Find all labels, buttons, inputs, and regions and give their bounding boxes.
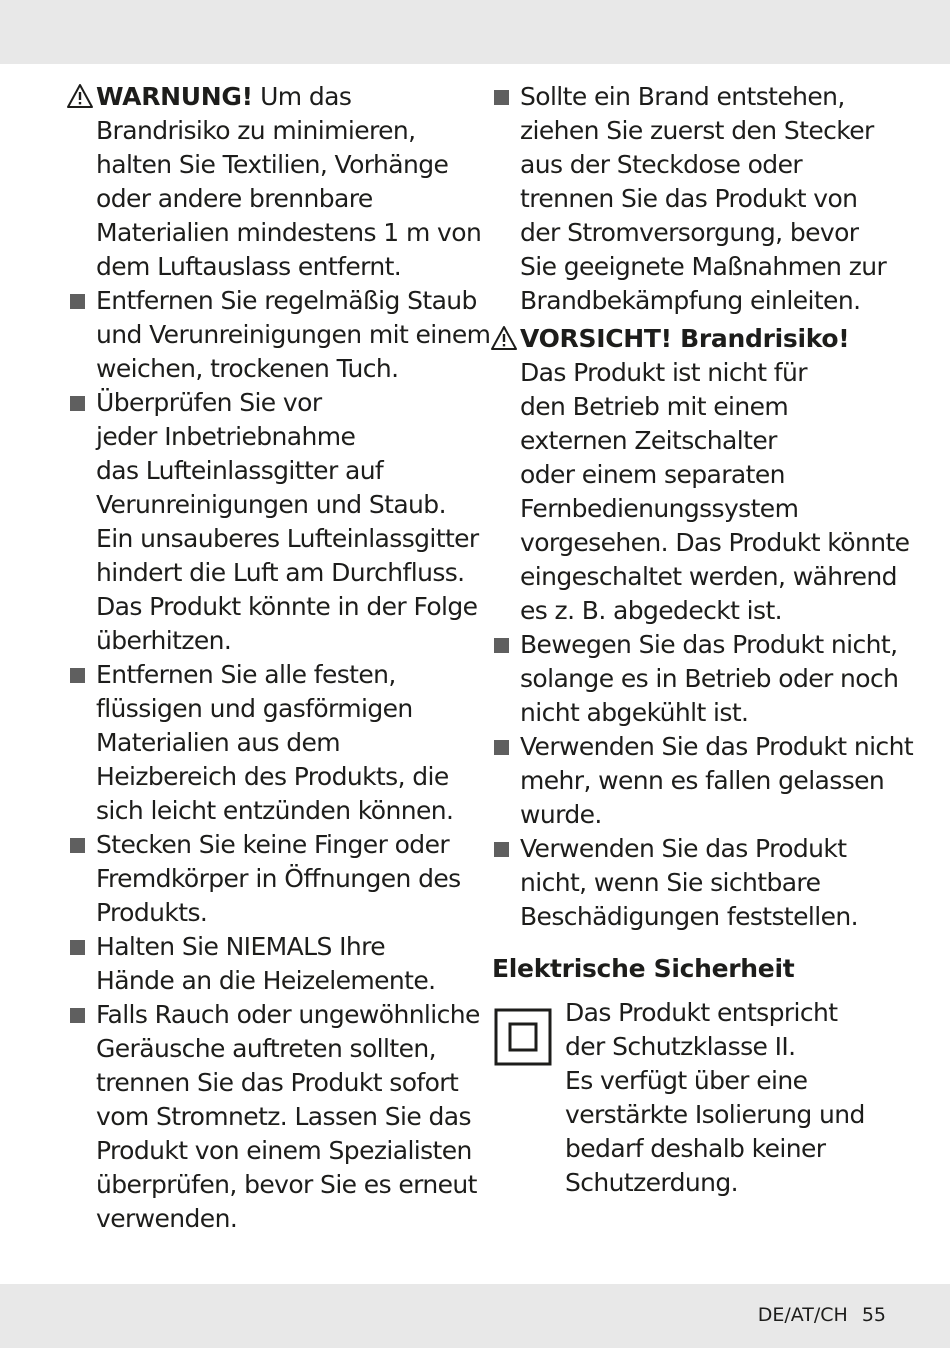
bullet-square-icon	[494, 90, 509, 105]
bullet-square-icon	[70, 668, 85, 683]
bullet-square-icon	[494, 842, 509, 857]
list-item: Verwenden Sie das Produkt nicht, wenn Sie sichtbare Beschädigungen feststellen.	[492, 832, 902, 934]
bullet-square-icon	[494, 740, 509, 755]
warning-triangle-icon	[490, 325, 518, 351]
bullet-square-icon	[70, 838, 85, 853]
header-band	[0, 0, 950, 64]
right-column	[492, 80, 914, 1200]
protection-class-ii-icon	[494, 1008, 552, 1066]
list-item: Bewegen Sie das Produkt nicht, solange es in Betrieb oder noch nicht abgekühlt ist.	[492, 628, 902, 730]
bullet-square-icon	[70, 396, 85, 411]
caution-block: VORSICHT! Brandrisiko! Das Produkt ist nicht für den Betrieb mit einem externen Zeitschalter oder einem separaten Fernbedienungssystem vorgesehen. Das Produkt könnte eingeschaltet werden, während es z. B. abgedeckt ist.	[492, 322, 902, 628]
bullet-square-icon	[70, 1008, 85, 1023]
page-number: 55	[861, 1304, 886, 1326]
list-item: Falls Rauch oder ungewöhnliche Geräusche auftreten sollten, trennen Sie das Produkt sofort vom Stromnetz. Lassen Sie das Produkt von einem Spezialisten überprüfen, bevor Sie es erneut verwenden.	[68, 998, 463, 1236]
page-footer	[758, 1303, 886, 1327]
locale-label: DE/AT/CH	[757, 1304, 848, 1326]
list-item: Verwenden Sie das Produkt nicht mehr, wenn es fallen gelassen wurde.	[492, 730, 902, 832]
list-item: Sollte ein Brand entstehen, ziehen Sie zuerst den Stecker aus der Steckdose oder trennen Sie das Produkt von der Stromversorgung, bevor Sie geeignete Maßnahmen zur Brandbekämpfung einleiten.	[492, 80, 902, 318]
bullet-square-icon	[70, 294, 85, 309]
caution-label: VORSICHT! Brandrisiko!	[520, 324, 850, 353]
protection-class-block: Das Produkt entspricht der Schutzklasse II. Es verfügt über eine verstärkte Isolierung und bedarf deshalb keiner Schutzerdung.	[492, 996, 902, 1200]
warning-label: WARNUNG!	[96, 82, 253, 111]
list-item: Überprüfen Sie vor jeder Inbetriebnahme das Lufteinlassgitter auf Verunreinigungen und Staub. Ein unsauberes Lufteinlassgitter hindert die Luft am Durchfluss. Das Produkt könnte in der Folge überhitzen.	[68, 386, 463, 658]
left-column	[68, 80, 491, 1236]
warning-triangle-icon	[66, 83, 94, 109]
bullet-square-icon	[70, 940, 85, 955]
list-item: Entfernen Sie regelmäßig Staub und Verunreinigungen mit einem weichen, trockenen Tuch.	[68, 284, 463, 386]
list-item: Stecken Sie keine Finger oder Fremdkörper in Öffnungen des Produkts.	[68, 828, 463, 930]
list-item: Halten Sie NIEMALS Ihre Hände an die Heizelemente.	[68, 930, 463, 998]
warning-block: WARNUNG! Um das Brandrisiko zu minimieren, halten Sie Textilien, Vorhänge oder andere brennbare Materialien mindestens 1 m von dem Luftauslass entfernt.	[68, 80, 463, 284]
section-title-electrical-safety: Elektrische Sicherheit	[492, 954, 795, 983]
list-item: Entfernen Sie alle festen, flüssigen und gasförmigen Materialien aus dem Heizbereich des Produkts, die sich leicht entzünden können.	[68, 658, 463, 828]
bullet-square-icon	[494, 638, 509, 653]
